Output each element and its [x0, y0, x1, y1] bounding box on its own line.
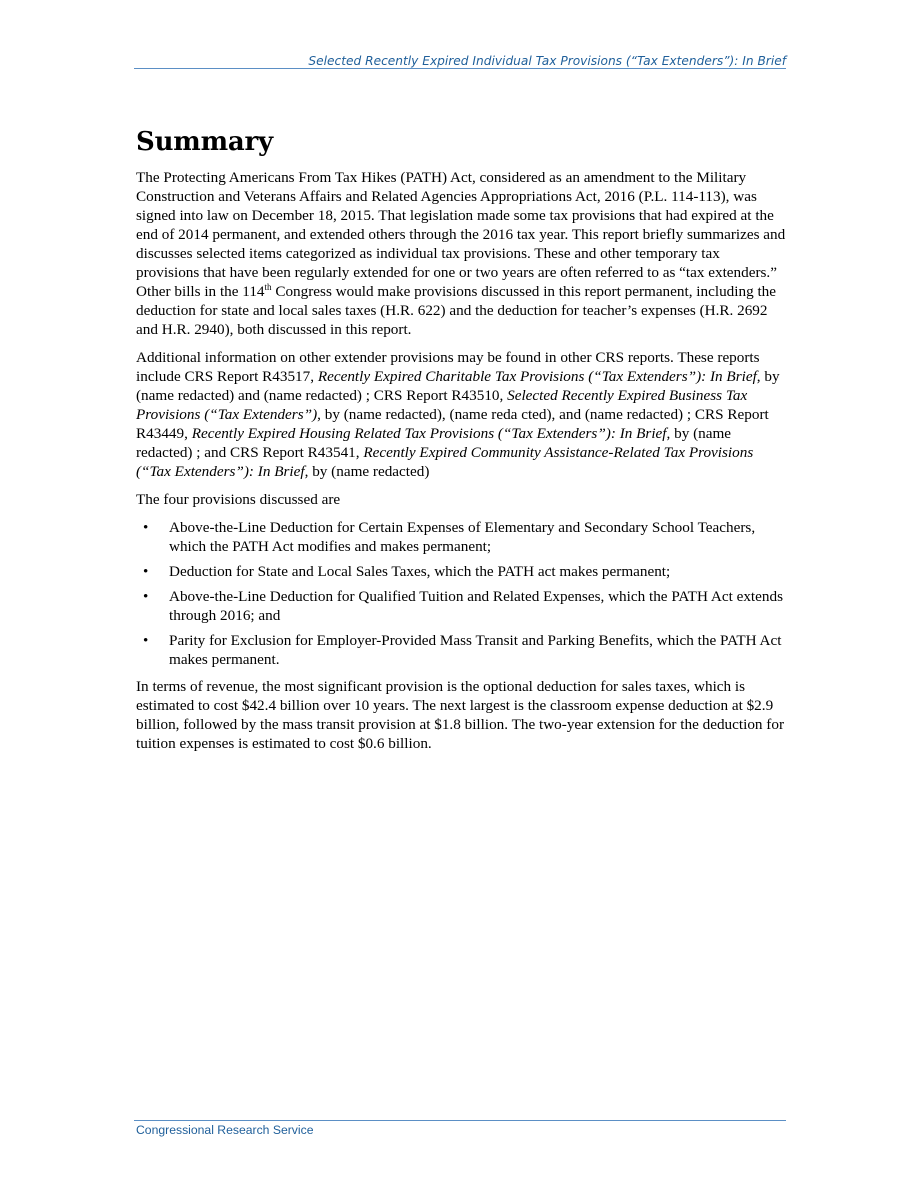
- list-item-text: Parity for Exclusion for Employer-Provided Mass Transit and Parking Benefits, which the PATH Act makes permanent.: [169, 632, 782, 668]
- bullet-icon: •: [143, 563, 149, 580]
- section-heading: Summary: [136, 127, 273, 157]
- intro-paragraph: [136, 168, 786, 339]
- bullet-icon: •: [143, 519, 149, 536]
- provisions-lead-in: The four provisions discussed are: [136, 491, 341, 508]
- revenue-paragraph: In terms of revenue, the most significant provision is the optional deduction for sales taxes, which is estimated to cost $42.4 billion over 10 years. The next largest is the classroom expense deduction at $2.9 billion, followed by the mass transit provision at $1.8 billion. The two-year extension for the deduction for tuition expenses is estimated to cost $0.6 billion.: [136, 678, 785, 752]
- footer-rule: [134, 1120, 786, 1121]
- summary-section: [136, 126, 786, 762]
- bullet-icon: •: [143, 588, 149, 605]
- list-item: [136, 518, 786, 556]
- ordinal-superscript: th: [264, 282, 272, 292]
- footer-organization: Congressional Research Service: [136, 1123, 314, 1137]
- list-item-text: Deduction for State and Local Sales Taxes, which the PATH act makes permanent;: [169, 563, 671, 580]
- running-header: Selected Recently Expired Individual Tax Provisions (“Tax Extenders”): In Brief: [308, 54, 786, 68]
- list-item: [136, 562, 786, 581]
- related-reports-paragraph: [136, 348, 786, 481]
- reports-text-4: , by (name redacted) ; and CRS Report R43541,: [136, 425, 732, 461]
- report-title-r43449: Recently Expired Housing Related Tax Provisions (“Tax Extenders”): In Brief: [191, 425, 667, 442]
- report-title-r43510: Selected Recently Expired Business Tax Provisions (“Tax Extenders”): [136, 387, 748, 423]
- report-title-r43517: Recently Expired Charitable Tax Provisions (“Tax Extenders”): In Brief: [317, 368, 757, 385]
- intro-text-a: The Protecting Americans From Tax Hikes (PATH) Act, considered as an amendment to the Military Construction and Veterans Affairs and Related Agencies Appropriations Act, 2016 (P.L. 114-113), was signed into law on December 18, 2015. That legislation made some tax provisions that had expired at the end of 2014 permanent, and extended others through the 2016 tax year. This report briefly summarizes and discusses selected items categorized as individual tax provisions. These and other temporary tax provisions that have been regularly extended for one or two years are often referred to as “tax extenders.” Other bills in the 114: [136, 169, 786, 300]
- reports-text-3: , by (name redacted), (name reda cted), and (name redacted) ; CRS Report R43449,: [136, 406, 769, 442]
- list-item: [136, 587, 786, 625]
- list-item: [136, 631, 786, 669]
- header-rule: [134, 68, 786, 69]
- report-title-r43541: Recently Expired Community Assistance-Related Tax Provisions (“Tax Extenders”): In Brief: [136, 444, 754, 480]
- reports-text-2: , by (name redacted) and (name redacted) ; CRS Report R43510,: [136, 368, 780, 404]
- provisions-list: [136, 518, 786, 669]
- reports-text-1: Additional information on other extender provisions may be found in other CRS reports. These reports include CRS Report R43517,: [136, 349, 760, 385]
- reports-text-5: , by (name redacted): [304, 463, 430, 480]
- intro-text-b: Congress would make provisions discussed in this report permanent, including the deduction for state and local sales taxes (H.R. 622) and the deduction for teacher’s expenses (H.R. 2692 and H.R. 2940), both discussed in this report.: [136, 283, 777, 338]
- list-item-text: Above-the-Line Deduction for Qualified Tuition and Related Expenses, which the PATH Act extends through 2016; and: [169, 588, 783, 624]
- bullet-icon: •: [143, 632, 149, 649]
- list-item-text: Above-the-Line Deduction for Certain Expenses of Elementary and Secondary School Teachers, which the PATH Act modifies and makes permanent;: [169, 519, 756, 555]
